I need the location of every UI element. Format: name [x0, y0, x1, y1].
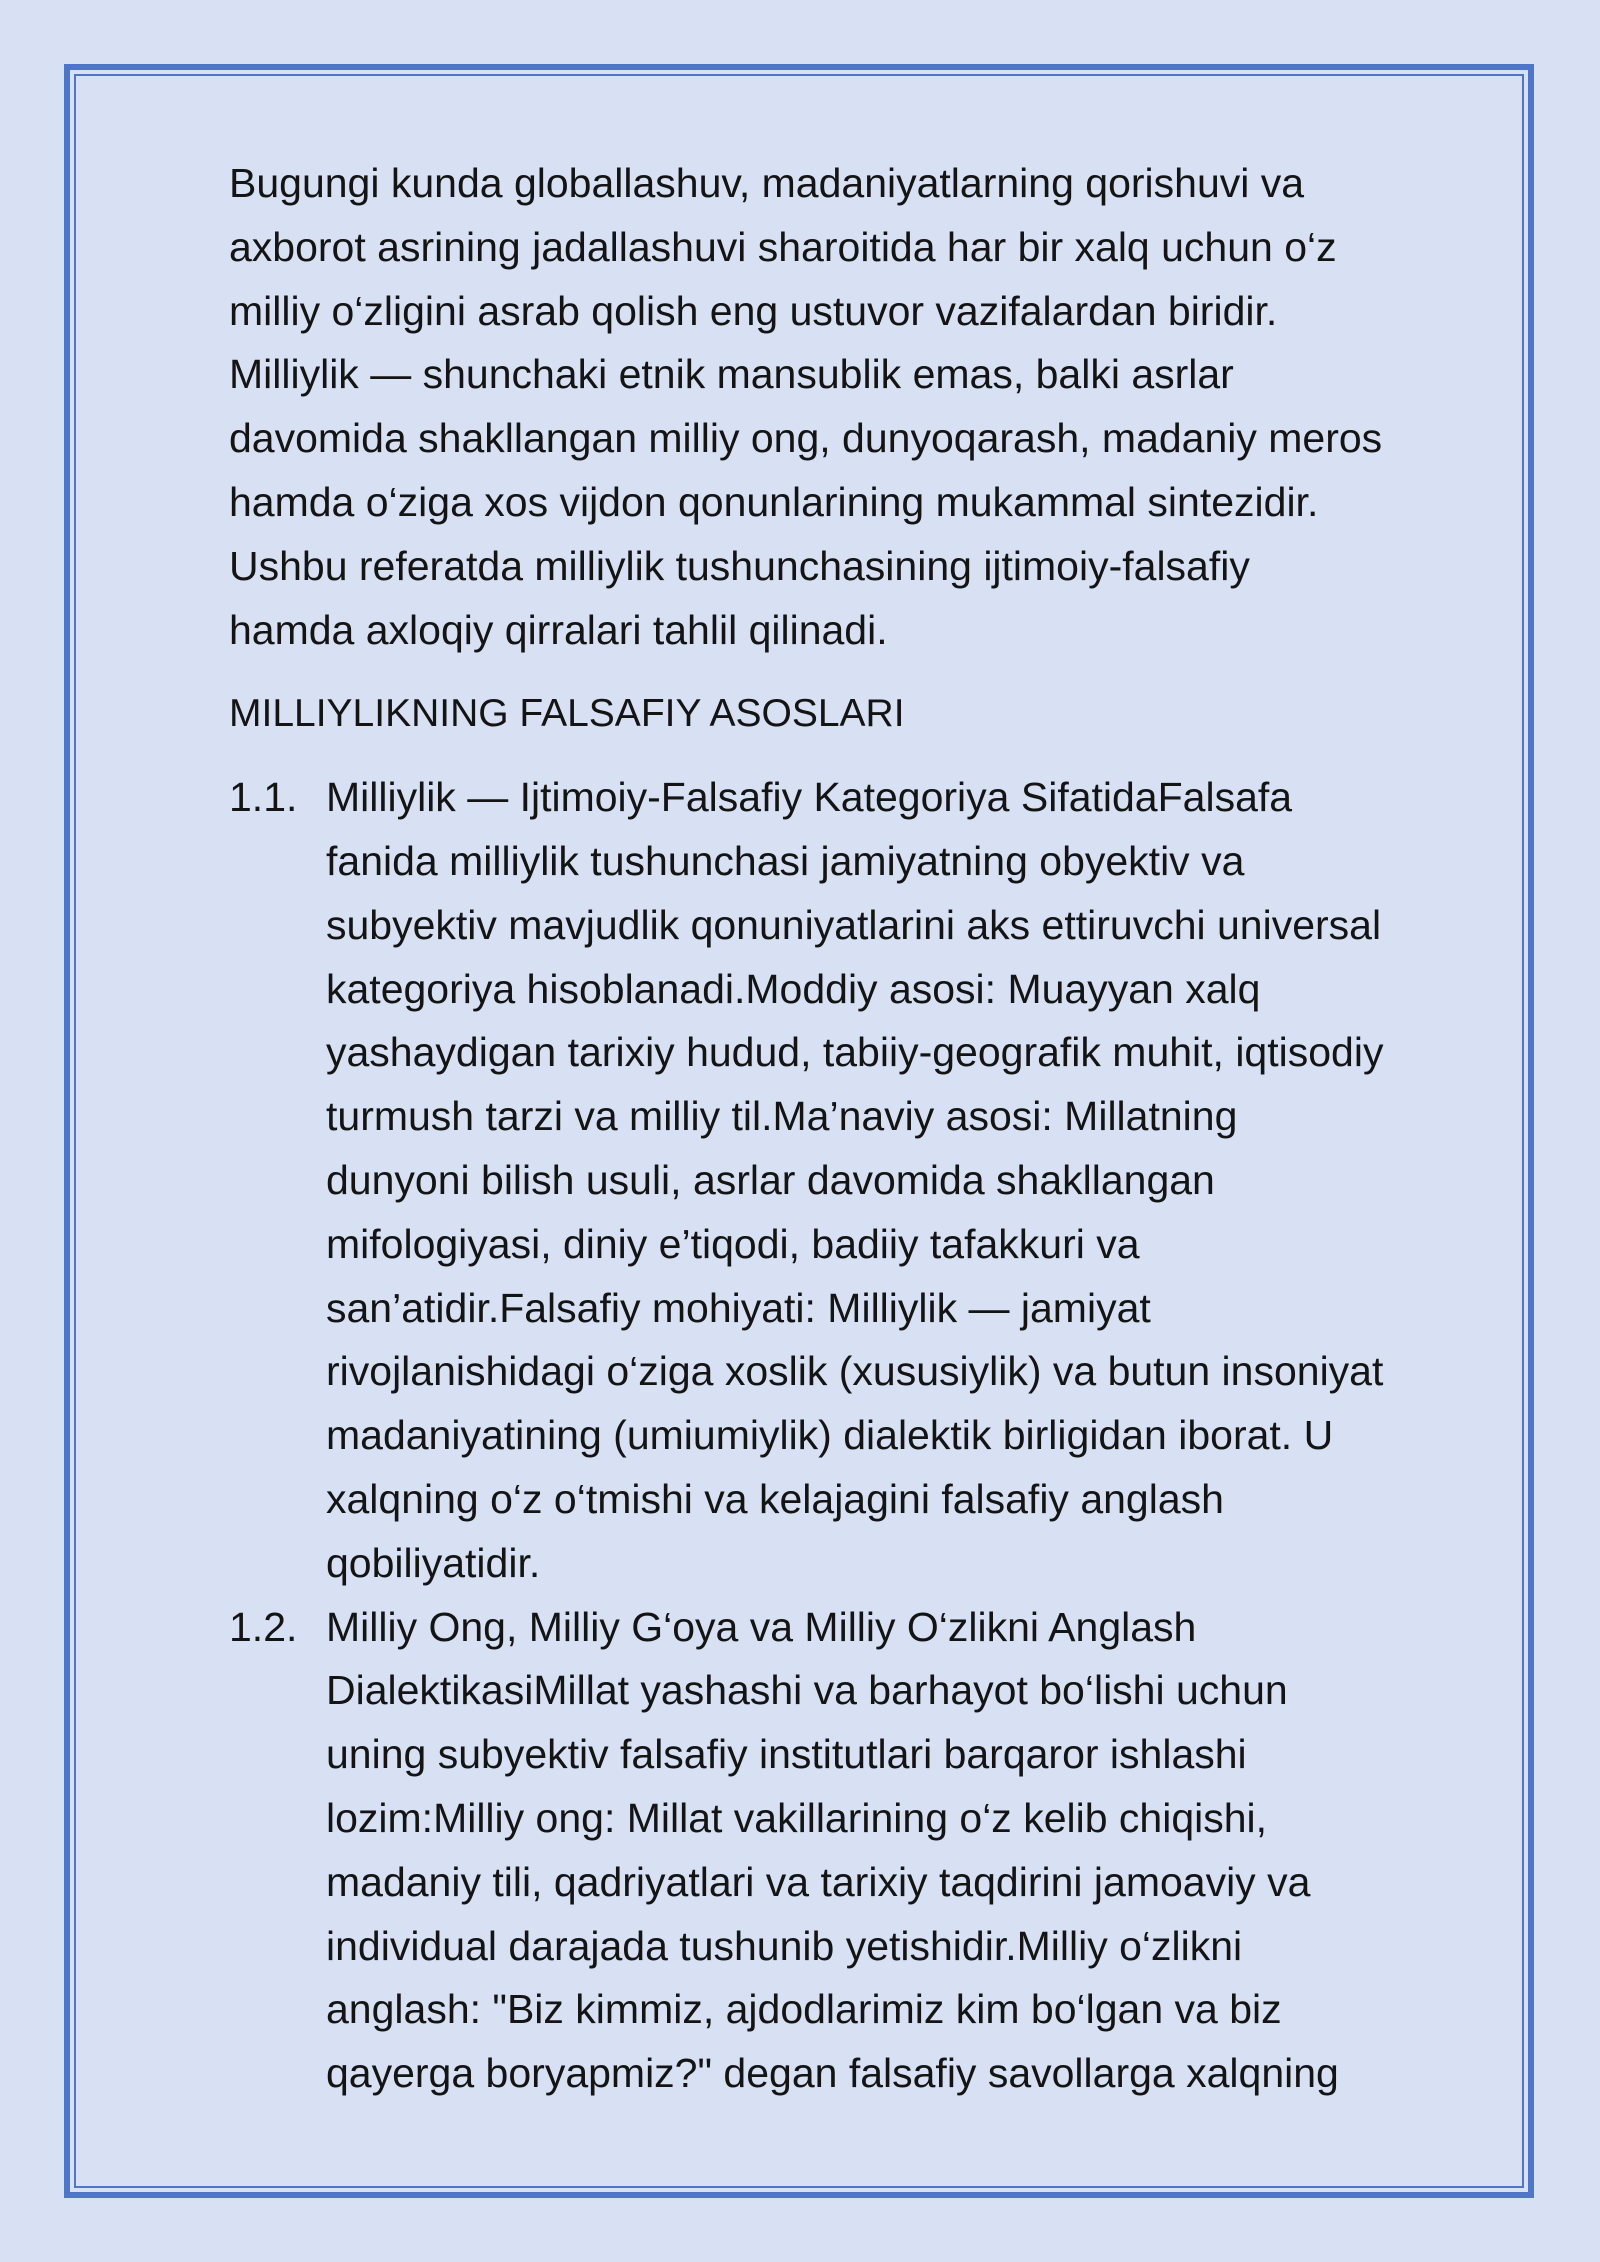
- intro-line: hamda axloqiy qirralari tahlil qilinadi.: [229, 606, 888, 653]
- intro-line: hamda o‘ziga xos vijdon qonunlarining mukammal sintezidir.: [229, 478, 1319, 525]
- item-line: madaniyatining (umiumiylik) dialektik birligidan iborat. U: [326, 1412, 1334, 1459]
- item-line: dunyoni bilish usuli, asrlar davomida shakllangan: [326, 1156, 1215, 1203]
- section-heading: MILLIYLIKNING FALSAFIY ASOSLARI: [229, 692, 905, 736]
- item-line: san’atidir.Falsafiy mohiyati: Milliylik — jamiyat: [326, 1284, 1151, 1331]
- item-number: 1.2.: [229, 1603, 298, 1650]
- item-line: qobiliyatidir.: [326, 1539, 541, 1586]
- intro-line: Ushbu referatda milliylik tushunchasining ijtimoiy-falsafiy: [229, 542, 1250, 589]
- intro-line: milliy o‘zligini asrab qolish eng ustuvor vazifalardan biridir.: [229, 287, 1278, 334]
- numbered-item-1-2: [229, 1596, 1489, 2106]
- intro-line: Milliylik — shunchaki etnik mansublik emas, balki asrlar: [229, 351, 1234, 398]
- numbered-item-1-1: [229, 766, 1489, 1595]
- intro-line: Bugungi kunda globallashuv, madaniyatlarning qorishuvi va: [229, 160, 1305, 206]
- item-line: fanida milliylik tushunchasi jamiyatning obyektiv va: [326, 837, 1245, 884]
- item-number: 1.1.: [229, 774, 298, 821]
- item-text: [326, 1596, 1489, 2106]
- item-line: kategoriya hisoblanadi.Moddiy asosi: Muayyan xalq: [326, 965, 1261, 1012]
- item-line: xalqning o‘z o‘tmishi va kelajagini falsafiy anglash: [326, 1475, 1224, 1522]
- intro-line: axborot asrining jadallashuvi sharoitida har bir xalq uchun o‘z: [229, 223, 1337, 270]
- item-line: uning subyektiv falsafiy institutlari barqaror ishlashi: [326, 1731, 1247, 1778]
- item-line: Milliylik — Ijtimoiy-Falsafiy Kategoriya SifatidaFalsafa: [326, 774, 1293, 821]
- item-line: madaniy tili, qadriyatlari va tarixiy taqdirini jamoaviy va: [326, 1858, 1311, 1905]
- item-line: qayerga boryapmiz?" degan falsafiy savollarga xalqning: [326, 2050, 1339, 2097]
- document-body: [229, 152, 1489, 2106]
- item-line: Milliy Ong, Milliy G‘oya va Milliy O‘zlikni Anglash: [326, 1603, 1197, 1650]
- item-text: [326, 766, 1489, 1595]
- item-line: turmush tarzi va milliy til.Ma’naviy asosi: Millatning: [326, 1093, 1238, 1140]
- item-line: mifologiyasi, diniy e’tiqodi, badiiy tafakkuri va: [326, 1220, 1140, 1267]
- item-line: yashaydigan tarixiy hudud, tabiiy-geografik muhit, iqtisodiy: [326, 1029, 1384, 1076]
- intro-paragraph: [229, 152, 1489, 662]
- item-line: individual darajada tushunib yetishidir.Milliy o‘zlikni: [326, 1922, 1243, 1969]
- item-line: rivojlanishidagi o‘ziga xoslik (xususiylik) va butun insoniyat: [326, 1348, 1384, 1395]
- item-line: anglash: "Biz kimmiz, ajdodlarimiz kim bo‘lgan va biz: [326, 1986, 1282, 2033]
- item-line: subyektiv mavjudlik qonuniyatlarini aks ettiruvchi universal: [326, 901, 1382, 948]
- item-line: lozim:Milliy ong: Millat vakillarining o‘z kelib chiqishi,: [326, 1794, 1268, 1841]
- item-line: DialektikasiMillat yashashi va barhayot bo‘lishi uchun: [326, 1667, 1288, 1714]
- intro-line: davomida shakllangan milliy ong, dunyoqarash, madaniy meros: [229, 415, 1383, 462]
